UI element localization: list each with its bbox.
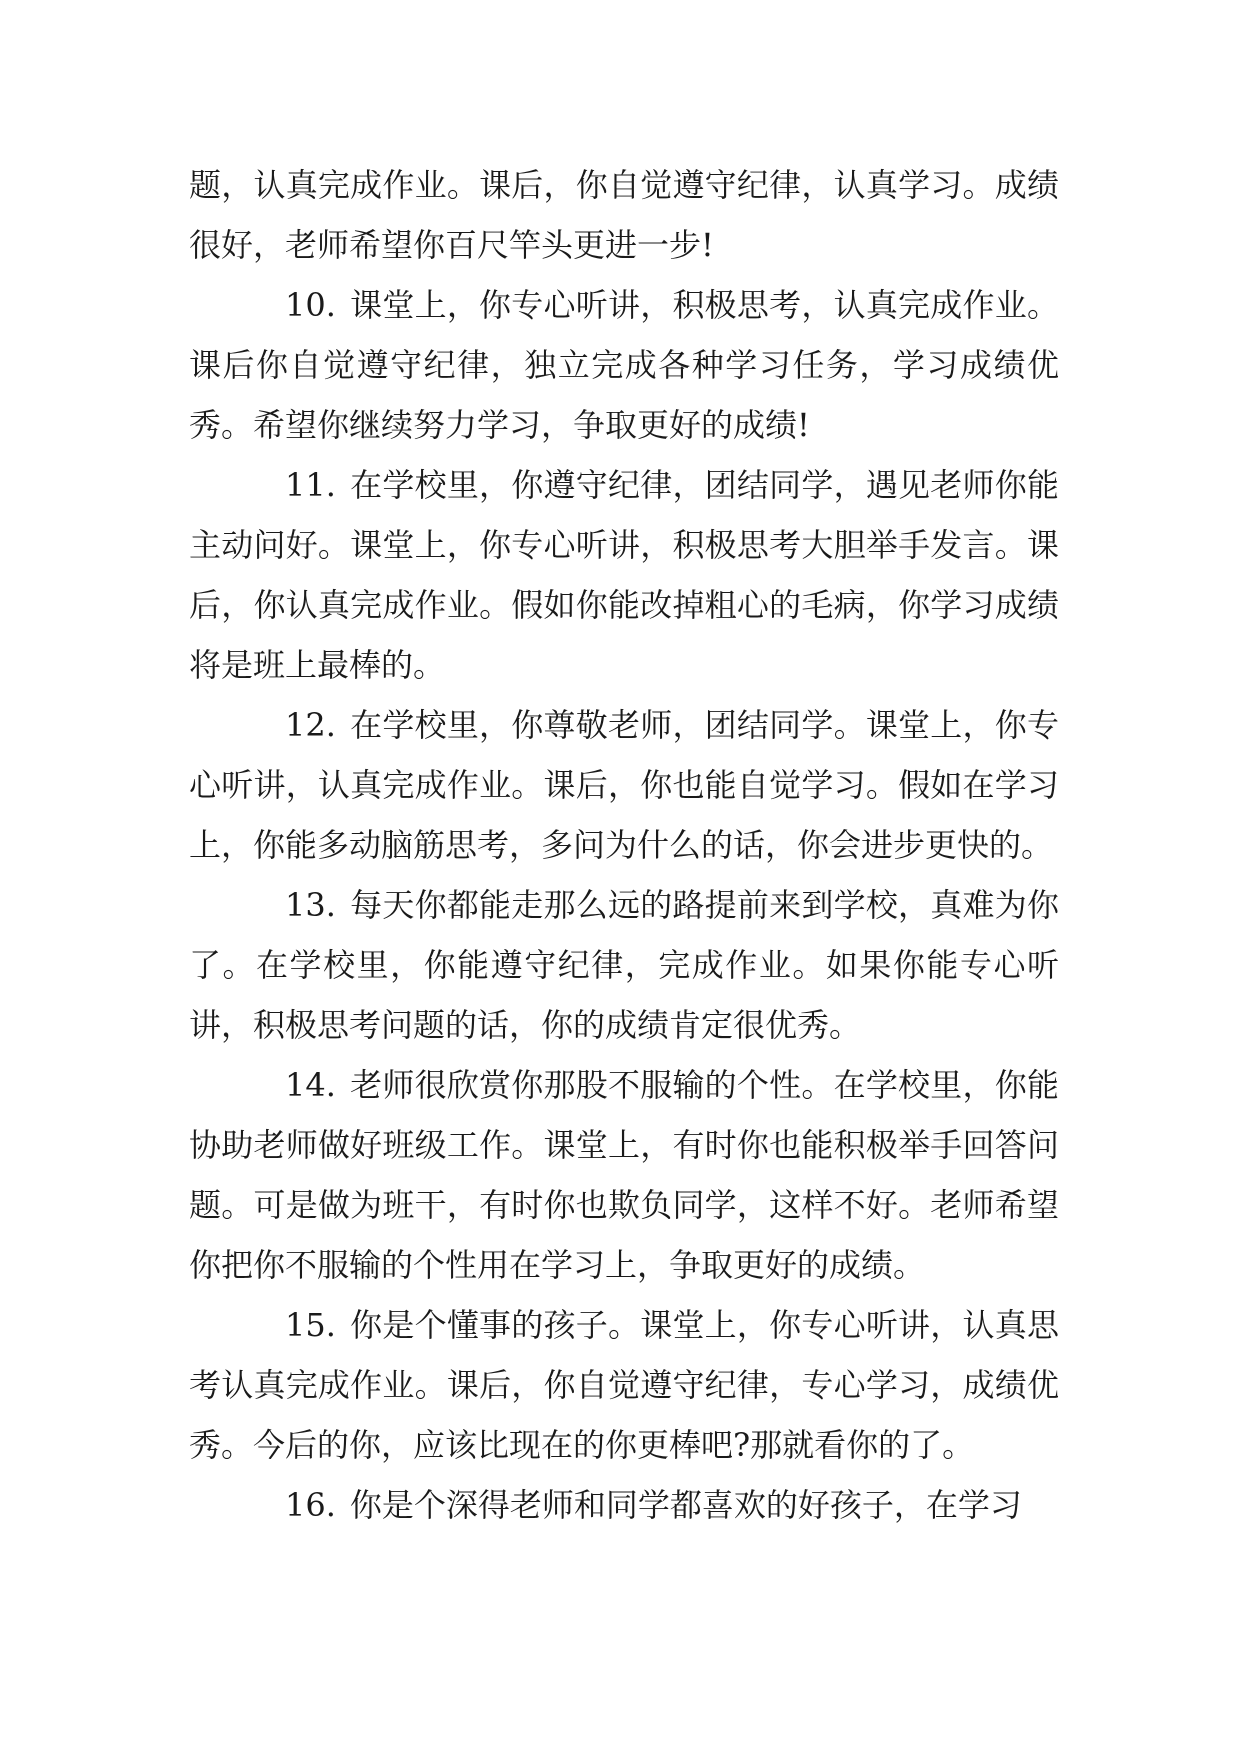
- paragraph-text: 你是个深得老师和同学都喜欢的好孩子，在学习: [349, 1486, 1022, 1524]
- paragraph-15: [189, 1295, 1059, 1475]
- paragraph-number: 10.: [285, 286, 336, 324]
- paragraph-number: 15.: [285, 1306, 336, 1344]
- paragraph-number: 12.: [285, 706, 336, 744]
- paragraph-text: 在学校里，你尊敬老师，团结同学。课堂上，你专心听讲，认真完成作业。课后，你也能自觉学习。假如在学习上，你能多动脑筋思考，多问为什么的话，你会进步更快的。: [189, 706, 1059, 864]
- paragraph-number: 11.: [285, 466, 336, 504]
- paragraph-11: [189, 455, 1059, 695]
- paragraph-text: 在学校里，你遵守纪律，团结同学，遇见老师你能主动问好。课堂上，你专心听讲，积极思考大胆举手发言。课后，你认真完成作业。假如你能改掉粗心的毛病，你学习成绩将是班上最棒的。: [189, 466, 1059, 684]
- paragraph-number: 16.: [285, 1486, 336, 1524]
- paragraph-number: 14.: [285, 1066, 336, 1104]
- paragraph-continuation: [189, 155, 1059, 275]
- paragraph-13: [189, 875, 1059, 1055]
- paragraph-text: 老师很欣赏你那股不服输的个性。在学校里，你能协助老师做好班级工作。课堂上，有时你也能积极举手回答问题。可是做为班干，有时你也欺负同学，这样不好。老师希望你把你不服输的个性用在学习上，争取更好的成绩。: [189, 1066, 1059, 1284]
- paragraph-text: 题，认真完成作业。课后，你自觉遵守纪律，认真学习。成绩很好，老师希望你百尺竿头更进一步!: [189, 166, 1059, 264]
- paragraph-number: 13.: [285, 886, 336, 924]
- paragraph-12: [189, 695, 1059, 875]
- paragraph-text: 课堂上，你专心听讲，积极思考，认真完成作业。课后你自觉遵守纪律，独立完成各种学习任务，学习成绩优秀。希望你继续努力学习，争取更好的成绩!: [189, 286, 1059, 444]
- paragraph-16: [189, 1475, 1059, 1535]
- paragraph-text: 每天你都能走那么远的路提前来到学校，真难为你了。在学校里，你能遵守纪律，完成作业。如果你能专心听讲，积极思考问题的话，你的成绩肯定很优秀。: [189, 886, 1059, 1044]
- paragraph-14: [189, 1055, 1059, 1295]
- paragraph-10: [189, 275, 1059, 455]
- paragraph-text: 你是个懂事的孩子。课堂上，你专心听讲，认真思考认真完成作业。课后，你自觉遵守纪律，专心学习，成绩优秀。今后的你，应该比现在的你更棒吧?那就看你的了。: [189, 1306, 1059, 1464]
- document-body: [189, 155, 1059, 1535]
